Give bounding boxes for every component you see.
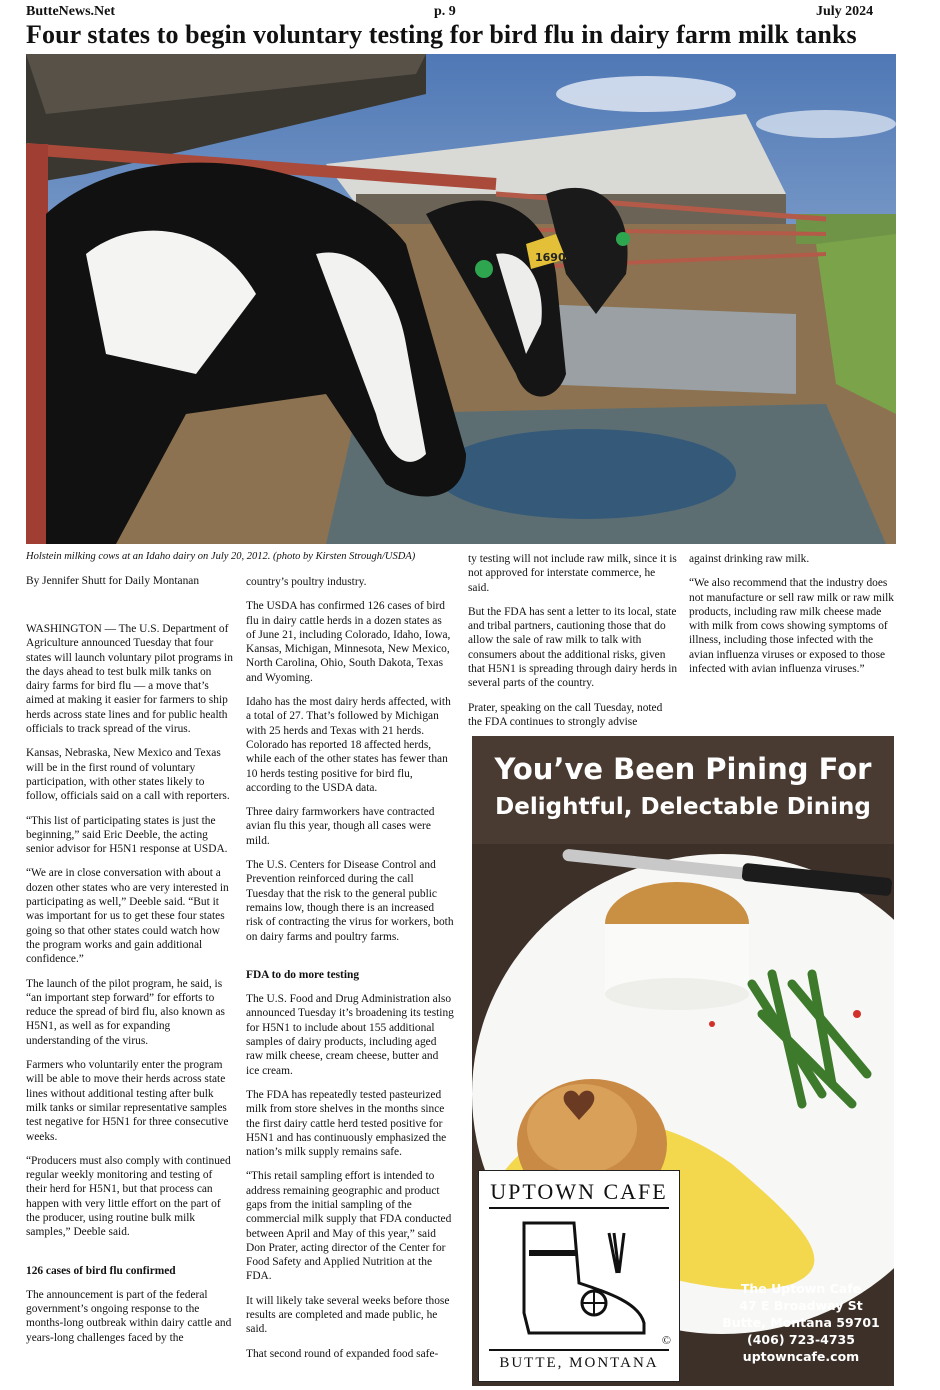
paragraph: The launch of the pilot program, he said, is “an important step forward” for efforts to reduce the spread of bird flu, also known as H5N1, as well as for expanding understanding of the virus. xyxy=(26,977,225,1047)
ear-tag-green xyxy=(475,260,493,278)
byline: By Jennifer Shutt for Daily Montanan xyxy=(26,575,200,587)
ear-tag-number: 1690 xyxy=(535,251,566,264)
ad-title-line-1: You’ve Been Pining For xyxy=(494,752,872,786)
logo-name: UPTOWN CAFE xyxy=(490,1179,668,1204)
paragraph: Farmers who voluntarily enter the program will be able to move their herds across state lines without additional testing after bulk milk tanks or similar representative samples test negative for H5N1 for three consecutive weeks. xyxy=(26,1059,229,1143)
article-column-4 xyxy=(689,552,894,686)
cowboy-boot-icon xyxy=(499,1213,659,1343)
paragraph: country’s poultry industry. xyxy=(246,576,367,588)
cafe-website[interactable]: uptowncafe.com xyxy=(742,1349,860,1364)
cafe-street: 47 E Broadway St xyxy=(739,1298,863,1313)
paragraph: That second round of expanded food safe- xyxy=(246,1347,439,1360)
cafe-address xyxy=(708,1280,894,1365)
cafe-phone[interactable]: (406) 723-4735 xyxy=(747,1332,855,1347)
ear-tag-green-2 xyxy=(616,232,630,246)
paragraph: The announcement is part of the federal government’s ongoing response to the months-long outbreak within dairy cattle and years-long challenges faced by the xyxy=(26,1288,232,1344)
article-column-1 xyxy=(26,622,234,1355)
paragraph: But the FDA has sent a letter to its local, state and tribal partners, cautioning those that do allow the sale of raw milk to talk with consumers about the additional risks, given that H5N1 is spreading through dairy herds in several parts of the country. xyxy=(468,605,678,690)
issue-date: July 2024 xyxy=(816,4,874,19)
logo-city: BUTTE, MONTANA xyxy=(499,1355,659,1371)
paragraph: Three dairy farmworkers have contracted avian flu this year, though all cases were mild. xyxy=(246,806,435,847)
ad-title-line-2: Delightful, Delectable Dining xyxy=(495,794,871,820)
cafe-city: Butte, Montana 59701 xyxy=(722,1315,880,1330)
paragraph: “We also recommend that the industry does not manufacture or sell raw milk or raw milk products, including raw milk cheese made with milk from cows showing symptoms of illness, including those infected with the avian influenza viruses or exposed to those infected with avian influenza viruses.” xyxy=(689,577,894,676)
paragraph: ty testing will not include raw milk, since it is not approved for interstate commerce, he said. xyxy=(468,553,677,594)
cows-photo-illustration xyxy=(26,54,896,544)
headline: Four states to begin voluntary testing for bird flu in dairy farm milk tanks xyxy=(26,20,857,49)
paragraph: “Producers must also comply with continued regular weekly monitoring and testing of their herd for H5N1, but that process can happen with very little effort on the part of the producer, using routine bulk milk samples,” Deeble said. xyxy=(26,1154,231,1239)
logo-divider xyxy=(489,1207,669,1209)
article-column-3 xyxy=(468,552,678,739)
paragraph: against drinking raw milk. xyxy=(689,553,810,565)
paragraph: The U.S. Centers for Disease Control and Prevention reinforced during the call Tuesday that the risk to the general public remains low, though there is an increased risk of contracting the virus for workers, both on dairy farms and poultry farms. xyxy=(246,859,454,943)
paragraph: It will likely take several weeks before those results are completed and made public, he said. xyxy=(246,1294,450,1336)
paragraph: “This retail sampling effort is intended to address remaining geographic and product gaps from the initial sampling of the commercial milk supply that FDA conducted between April and May of this year,” said Don Prater, acting director of the Center for Food Safety and Applied Nutrition at the FDA. xyxy=(246,1170,452,1283)
paragraph: Kansas, Nebraska, New Mexico and Texas will be in the first round of voluntary participation, with other states likely to follow, officials said on a call with reporters. xyxy=(26,747,230,803)
paragraph: The U.S. Food and Drug Administration also announced Tuesday it’s broadening its testing for H5N1 to include about 155 additional samples of dairy products, including aged raw milk cheese, cream cheese, butter and ice cream. xyxy=(246,993,454,1077)
paragraph: The USDA has confirmed 126 cases of bird flu in dairy cattle herds in a dozen states as of June 21, including Colorado, Idaho, Iowa, Kansas, Michigan, Minnesota, New Mexico, North Carolina, Ohio, South Dakota, Texas and Wyoming. xyxy=(246,600,451,684)
uptown-cafe-logo xyxy=(478,1170,680,1382)
site-name: ButteNews.Net xyxy=(26,4,116,19)
uptown-cafe-ad[interactable] xyxy=(472,736,894,1386)
page-number: p. 9 xyxy=(434,4,456,19)
paragraph: “This list of participating states is just the beginning,” said Eric Deeble, the acting senior advisor for H5N1 response at USDA. xyxy=(26,814,228,856)
photo-caption: Holstein milking cows at an Idaho dairy on July 20, 2012. (photo by Kirsten Strough/USDA) xyxy=(26,551,416,562)
subheading: FDA to do more testing xyxy=(246,968,360,981)
cows-photo xyxy=(26,54,896,544)
copyright-symbol: © xyxy=(661,1333,671,1347)
paragraph: “We are in close conversation with about a dozen other states who are very interested in participating as well,” Deeble said. “But it was important for us to get these four states going so that other states could watch how the program works and gain additional confidence.” xyxy=(26,867,229,966)
paragraph: Idaho has the most dairy herds affected, with a total of 27. That’s followed by Michigan with 25 herds and Texas with 21 herds. Colorado has reported 18 affected herds, while each of the other states has fewer than 10 herds testing positive for bird flu, according to the USDA data. xyxy=(246,696,451,794)
paragraph: WASHINGTON — The U.S. Department of Agriculture announced Tuesday that four states will launch voluntary pilot programs in the days ahead to test bulk milk tanks on dairy farms for bird flu — a move that’s aimed at making it easier for farmers to ship herds across state lines and for public health officials to track spread of the virus. xyxy=(26,623,233,736)
paragraph: Prater, speaking on the call Tuesday, noted the FDA continues to strongly advise xyxy=(468,701,663,728)
paragraph: The FDA has repeatedly tested pasteurized milk from store shelves in the months since the first dairy cattle herd tested positive for H5N1 and has continuously emphasized the nation’s milk supply remains safe. xyxy=(246,1088,447,1159)
subheading: 126 cases of bird flu confirmed xyxy=(26,1264,176,1277)
logo-divider-bottom xyxy=(489,1349,669,1351)
article-column-2 xyxy=(246,575,454,1371)
cafe-name: The Uptown Cafe xyxy=(740,1281,862,1296)
